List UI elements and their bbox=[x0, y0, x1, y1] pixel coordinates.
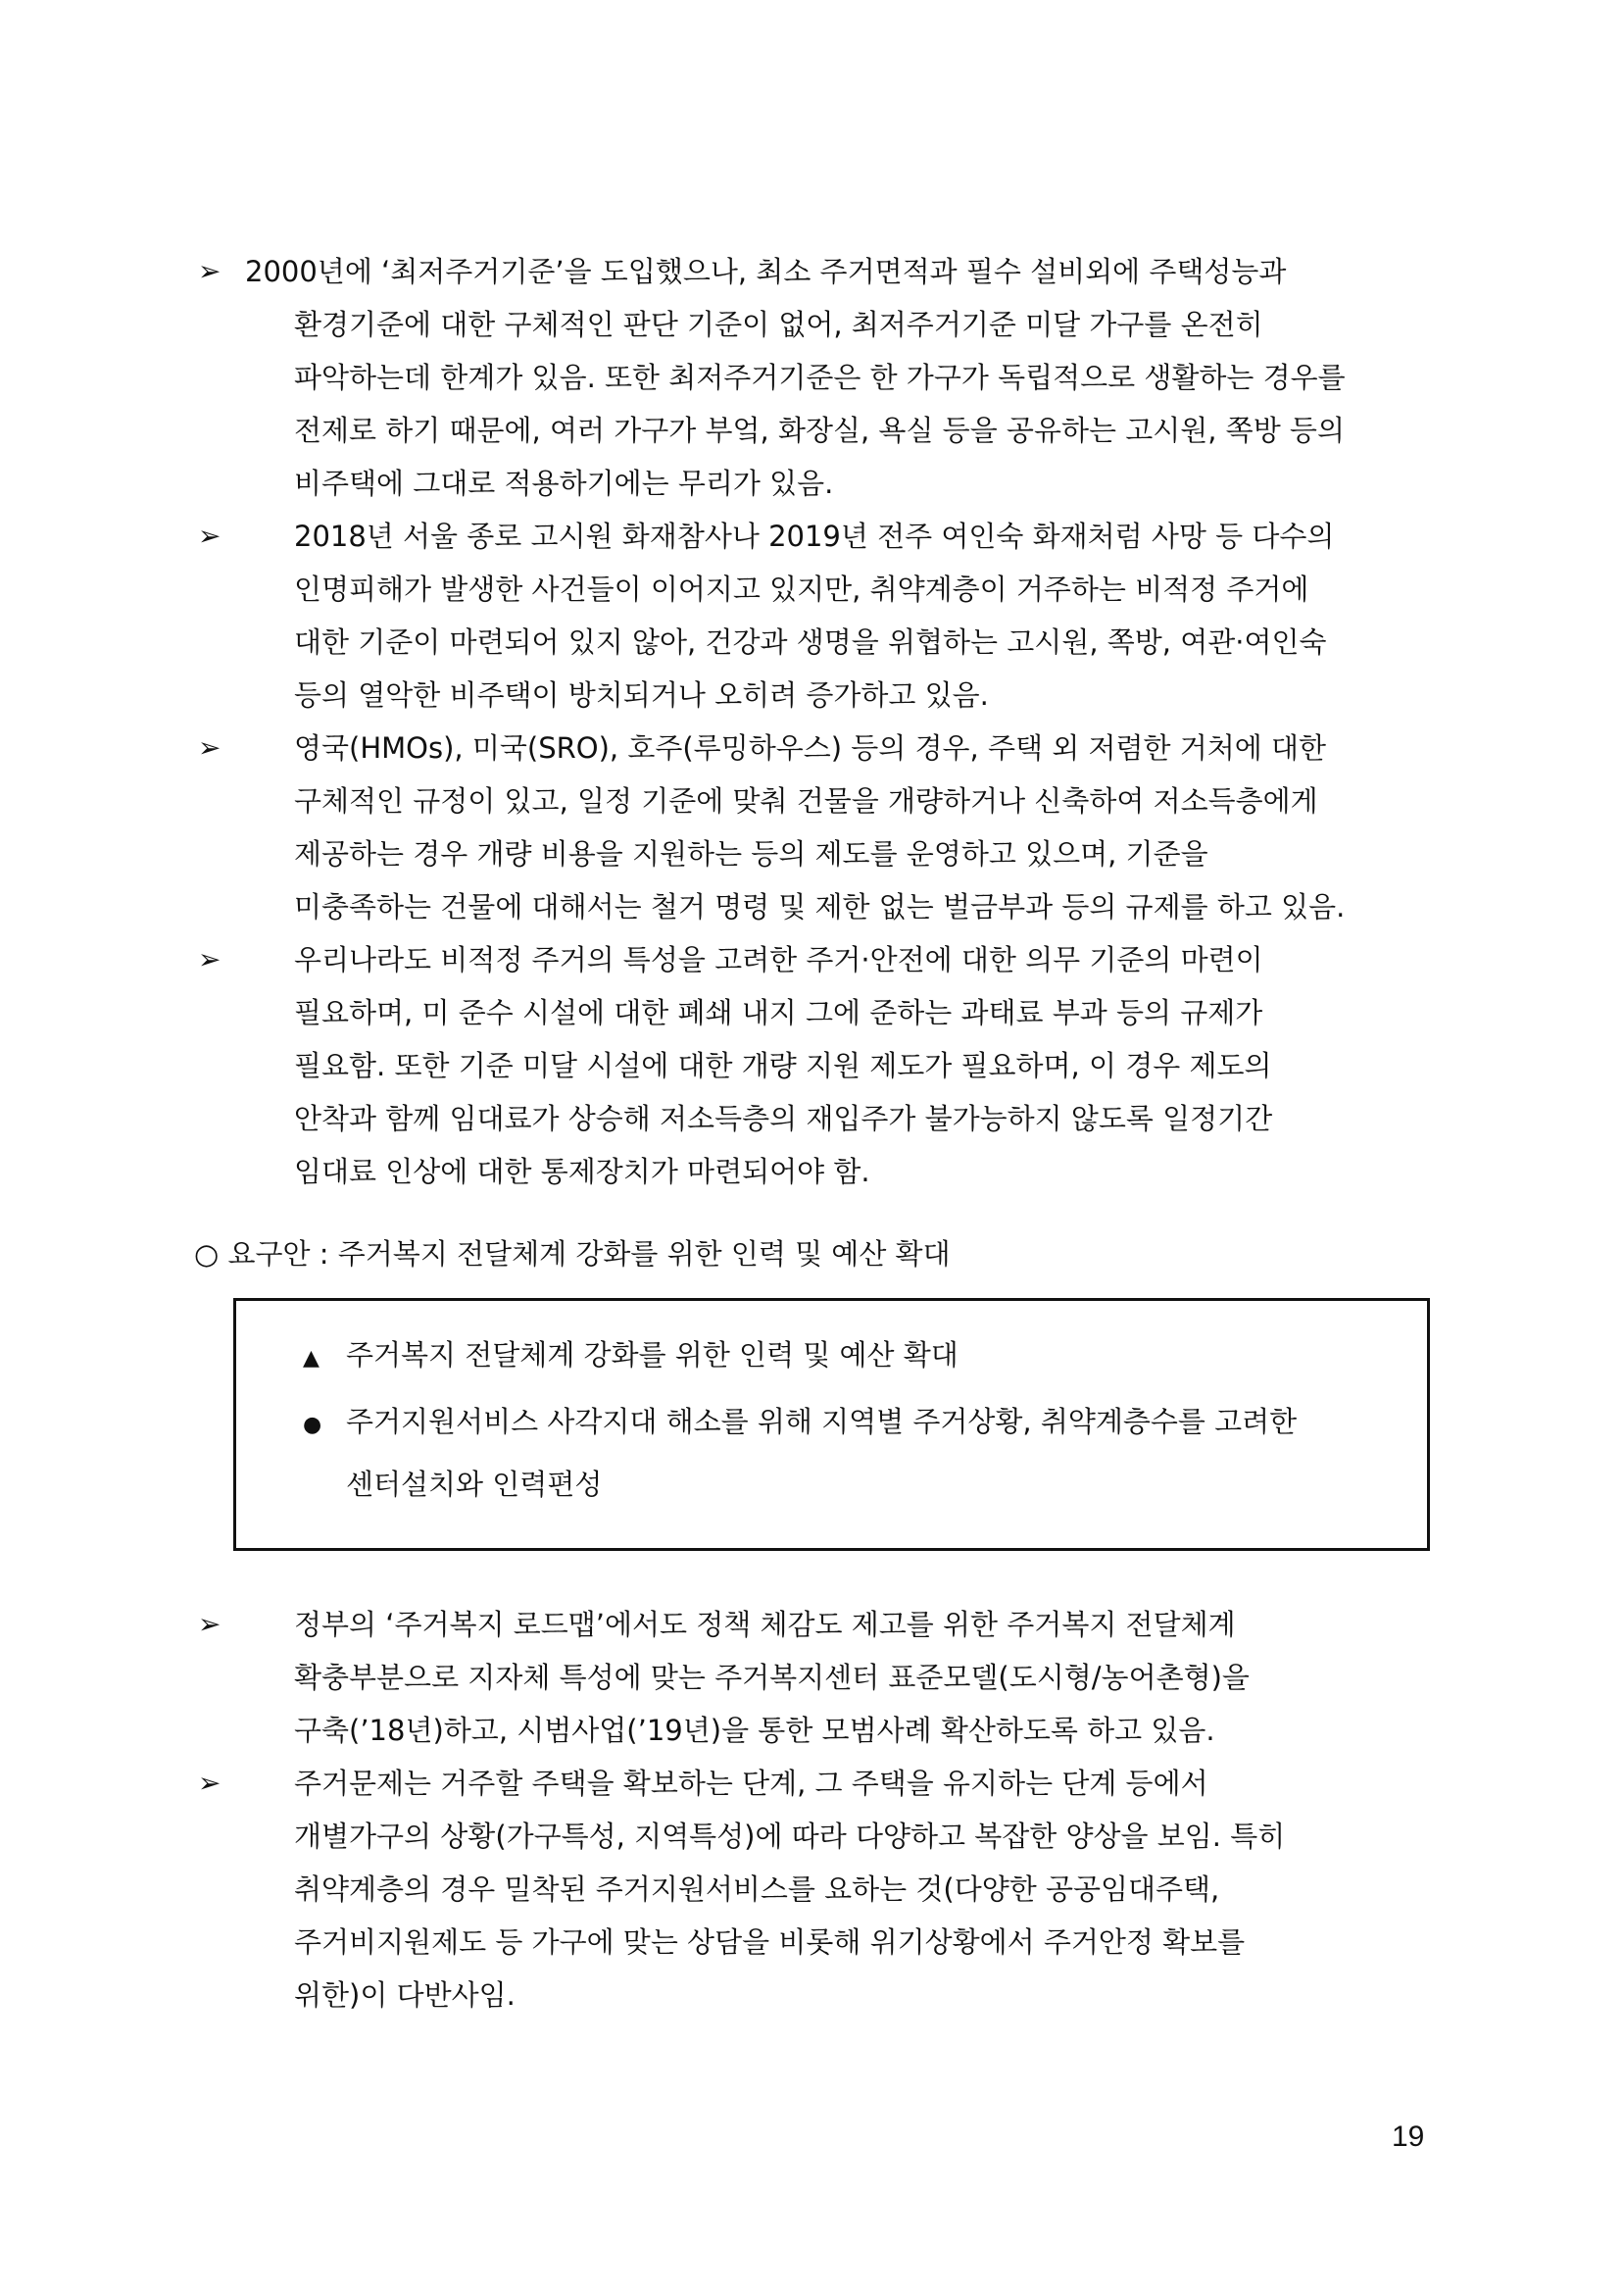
bullet-text: 등의 열악한 비주택이 방치되거나 오히려 증가하고 있음. bbox=[294, 678, 989, 712]
request-heading: ○ 요구안 : 주거복지 전달체계 강화를 위한 인력 및 예산 확대 bbox=[194, 1237, 951, 1271]
bullet-text: 영국(HMOs), 미국(SRO), 호주(루밍하우스) 등의 경우, 주택 외 저렴한 거처에 대한 bbox=[294, 731, 1327, 765]
bullet-text: 구체적인 규정이 있고, 일정 기준에 맞춰 건물을 개량하거나 신축하여 저소득층에게 bbox=[294, 784, 1318, 818]
bullet-text: 위한)이 다반사임. bbox=[294, 1978, 516, 2012]
arrow-bullet-icon: ➢ bbox=[198, 731, 221, 764]
bullet-text: 필요함. 또한 기준 미달 시설에 대한 개량 지원 제도가 필요하며, 이 경우 제도의 bbox=[294, 1049, 1272, 1082]
box-item-2 bbox=[303, 1395, 1297, 1452]
box-item-1 bbox=[303, 1328, 959, 1385]
bullet-item bbox=[198, 1757, 1451, 2021]
bullet-text: 주거문제는 거주할 주택을 확보하는 단계, 그 주택을 유지하는 단계 등에서 bbox=[294, 1767, 1208, 1800]
bullet-line bbox=[198, 1598, 1451, 1651]
bullet-item bbox=[198, 1598, 1451, 1757]
box-item-text: 주거지원서비스 사각지대 해소를 위해 지역별 주거상황, 취약계층수를 고려한 bbox=[346, 1405, 1298, 1438]
bullet-line bbox=[198, 245, 1451, 298]
bullet-text: 구축(’18년)하고, 시범사업(’19년)을 통한 모범사례 확산하도록 하고 있음. bbox=[294, 1714, 1215, 1747]
bullet-text: 임대료 인상에 대한 통제장치가 마련되어야 함. bbox=[294, 1155, 870, 1188]
bullet-list-top bbox=[198, 245, 1451, 1198]
bullet-line bbox=[198, 1757, 1451, 1810]
bullet-item bbox=[198, 510, 1451, 722]
bullet-line bbox=[198, 722, 1451, 774]
bullet-text: 취약계층의 경우 밀착된 주거지원서비스를 요하는 것(다양한 공공임대주택, bbox=[294, 1872, 1220, 1906]
triangle-icon: ▲ bbox=[303, 1346, 320, 1371]
bullet-text: 정부의 ‘주거복지 로드맵’에서도 정책 체감도 제고를 위한 주거복지 전달체계 bbox=[294, 1608, 1236, 1641]
bullet-text: 대한 기준이 마련되어 있지 않아, 건강과 생명을 위협하는 고시원, 쪽방, 여관·여인숙 bbox=[294, 625, 1327, 659]
bullet-text: 파악하는데 한계가 있음. 또한 최저주거기준은 한 가구가 독립적으로 생활하는 경우를 bbox=[294, 361, 1346, 394]
request-box bbox=[233, 1298, 1430, 1551]
box-item-2-continued: 센터설치와 인력편성 bbox=[346, 1468, 603, 1501]
bullet-text: 환경기준에 대한 구체적인 판단 기준이 없어, 최저주거기준 미달 가구를 온전히 bbox=[294, 308, 1263, 341]
bullet-text: 2000년에 ‘최저주거기준’을 도입했으나, 최소 주거면적과 필수 설비외에 주택성능과 bbox=[245, 255, 1287, 288]
page-number: 19 bbox=[1392, 2121, 1425, 2153]
bullet-list-bottom bbox=[198, 1598, 1451, 2021]
bullet-item bbox=[198, 245, 1451, 510]
bullet-text: 필요하며, 미 준수 시설에 대한 폐쇄 내지 그에 준하는 과태료 부과 등의 규제가 bbox=[294, 996, 1263, 1029]
bullet-item bbox=[198, 933, 1451, 1198]
bullet-text: 안착과 함께 임대료가 상승해 저소득층의 재입주가 불가능하지 않도록 일정기간 bbox=[294, 1102, 1273, 1135]
bullet-text: 전제로 하기 때문에, 여러 가구가 부엌, 화장실, 욕실 등을 공유하는 고시원, 쪽방 등의 bbox=[294, 414, 1345, 447]
bullet-text: 주거비지원제도 등 가구에 맞는 상담을 비롯해 위기상황에서 주거안정 확보를 bbox=[294, 1925, 1246, 1959]
bullet-text: 개별가구의 상황(가구특성, 지역특성)에 따라 다양하고 복잡한 양상을 보임. 특히 bbox=[294, 1820, 1286, 1853]
bullet-text: 인명피해가 발생한 사건들이 이어지고 있지만, 취약계층이 거주하는 비적정 주거에 bbox=[294, 573, 1309, 606]
arrow-bullet-icon: ➢ bbox=[198, 520, 221, 552]
arrow-bullet-icon: ➢ bbox=[198, 1767, 221, 1799]
bullet-text: 미충족하는 건물에 대해서는 철거 명령 및 제한 없는 벌금부과 등의 규제를 하고 있음. bbox=[294, 890, 1346, 923]
dot-icon: ● bbox=[303, 1413, 322, 1437]
bullet-line bbox=[198, 933, 1451, 986]
bullet-item bbox=[198, 722, 1451, 933]
bullet-text: 확충부분으로 지자체 특성에 맞는 주거복지센터 표준모델(도시형/농어촌형)을 bbox=[294, 1661, 1250, 1694]
arrow-bullet-icon: ➢ bbox=[198, 943, 221, 975]
bullet-text: 2018년 서울 종로 고시원 화재참사나 2019년 전주 여인숙 화재처럼 사망 등 다수의 bbox=[294, 520, 1335, 553]
box-item-text: 주거복지 전달체계 강화를 위한 인력 및 예산 확대 bbox=[346, 1338, 959, 1372]
arrow-bullet-icon: ➢ bbox=[198, 255, 221, 287]
bullet-text: 우리나라도 비적정 주거의 특성을 고려한 주거·안전에 대한 의무 기준의 마련이 bbox=[294, 943, 1263, 976]
bullet-text: 제공하는 경우 개량 비용을 지원하는 등의 제도를 운영하고 있으며, 기준을 bbox=[294, 837, 1208, 871]
bullet-line bbox=[198, 510, 1451, 563]
bullet-text: 비주택에 그대로 적용하기에는 무리가 있음. bbox=[294, 467, 834, 500]
arrow-bullet-icon: ➢ bbox=[198, 1608, 221, 1640]
